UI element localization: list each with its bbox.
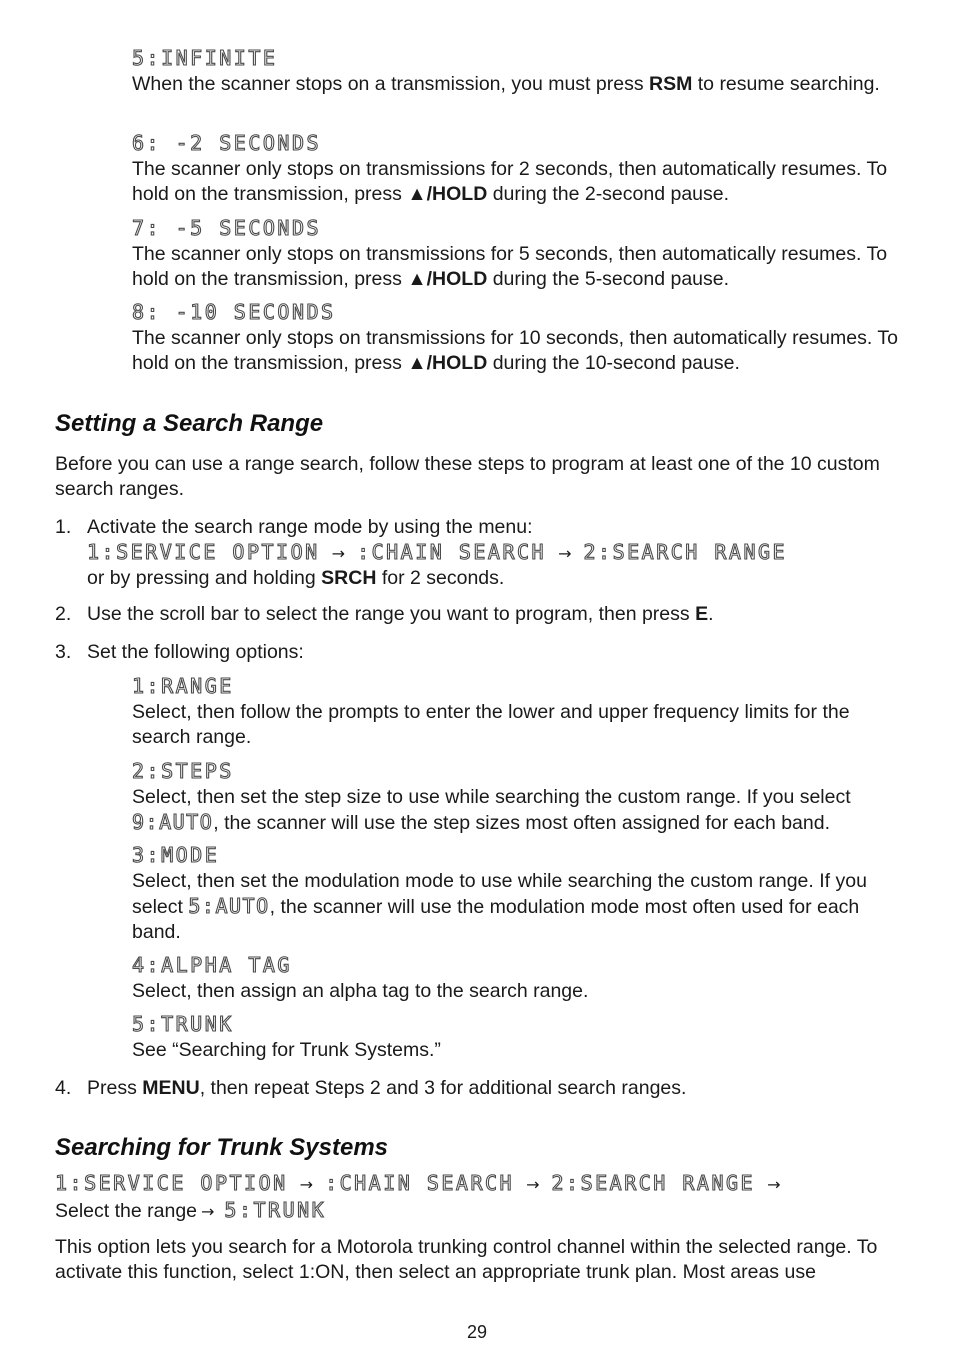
step-text: Activate the search range mode by using the menu: xyxy=(87,516,533,538)
step-2 xyxy=(55,602,915,627)
select-range-text: Select the range xyxy=(55,1200,198,1222)
lcd-option-code: 2:STEPS xyxy=(132,759,234,783)
lcd-menu-search-range: 2:SEARCH RANGE xyxy=(551,1171,756,1195)
step-number: 1. xyxy=(55,516,72,538)
menu-path-trunk xyxy=(55,1170,905,1197)
arrow-icon: → xyxy=(201,1202,215,1221)
lcd-menu-service-option: 1:SERVICE OPTION xyxy=(55,1171,288,1195)
step-number: 2. xyxy=(55,603,72,625)
lcd-inline-code: 9:AUTO xyxy=(132,810,214,834)
lcd-menu-trunk: 5:TRUNK xyxy=(224,1198,327,1222)
step-4 xyxy=(55,1076,915,1101)
lcd-option-code: 5:INFINITE xyxy=(132,46,278,70)
option-description: The scanner only stops on transmissions for 10 seconds, then automatically resumes. To hold on the transmission, press ▲/HOLD during the 10-second pause. xyxy=(132,327,898,374)
option-description: The scanner only stops on transmissions for 2 seconds, then automatically resumes. To hold on the transmission, press ▲/HOLD during the 2-second pause. xyxy=(132,158,888,205)
option-2-seconds xyxy=(132,130,902,207)
select-range-line xyxy=(55,1197,905,1224)
lcd-menu-chain-search: :CHAIN SEARCH xyxy=(357,540,547,564)
option-description: See “Searching for Trunk Systems.” xyxy=(132,1039,441,1061)
option-trunk xyxy=(132,1011,902,1063)
lcd-option-code: 7: -5 SECONDS xyxy=(132,216,322,240)
lcd-menu-chain-search: :CHAIN SEARCH xyxy=(325,1171,515,1195)
option-description: Select, then follow the prompts to enter the lower and upper frequency limits for the search range. xyxy=(132,701,850,748)
option-steps xyxy=(132,758,902,836)
option-description: When the scanner stops on a transmission, you must press RSM to resume searching. xyxy=(132,73,880,95)
arrow-icon: → xyxy=(558,544,572,563)
step-alt-text: or by pressing and holding SRCH for 2 seconds. xyxy=(87,567,505,589)
option-5-seconds xyxy=(132,215,902,292)
step-1 xyxy=(55,515,915,591)
lcd-option-code: 5:TRUNK xyxy=(132,1012,234,1036)
page-number: 29 xyxy=(466,1322,488,1342)
section-heading-trunk-systems: Searching for Trunk Systems xyxy=(55,1134,388,1161)
step-text: Use the scroll bar to select the range you want to program, then press E. xyxy=(87,603,714,625)
step-number: 3. xyxy=(55,641,72,663)
lcd-option-code: 6: -2 SECONDS xyxy=(132,131,322,155)
lcd-inline-code: 5:AUTO xyxy=(188,894,270,918)
menu-path xyxy=(87,539,915,566)
lcd-menu-service-option: 1:SERVICE OPTION xyxy=(87,540,320,564)
lcd-option-code: 4:ALPHA TAG xyxy=(132,953,292,977)
arrow-icon: → xyxy=(331,544,346,563)
intro-paragraph: Before you can use a range search, follow these steps to program at least one of the 10 custom search ranges. xyxy=(55,453,880,500)
option-description: Select, then assign an alpha tag to the search range. xyxy=(132,980,589,1002)
lcd-option-code: 1:RANGE xyxy=(132,674,234,698)
option-description: Select, then set the step size to use while searching the custom range. If you select 9:AUTO, the scanner will use the step sizes most often assigned for each band. xyxy=(132,786,851,834)
step-number: 4. xyxy=(55,1077,72,1099)
lcd-option-code: 8: -10 SECONDS xyxy=(132,300,336,324)
trunk-body-paragraph: This option lets you search for a Motorola trunking control channel within the selected range. To activate this function, select 1:ON, then select an appropriate trunk plan. Most areas use xyxy=(55,1236,878,1283)
option-description: The scanner only stops on transmissions for 5 seconds, then automatically resumes. To hold on the transmission, press ▲/HOLD during the 5-second pause. xyxy=(132,243,888,290)
lcd-menu-search-range: 2:SEARCH RANGE xyxy=(583,540,788,564)
arrow-icon: → xyxy=(767,1175,781,1194)
option-infinite xyxy=(132,45,902,97)
option-10-seconds xyxy=(132,299,902,376)
section-heading-search-range: Setting a Search Range xyxy=(55,410,324,437)
lcd-option-code: 3:MODE xyxy=(132,843,220,867)
arrow-icon: → xyxy=(299,1175,314,1194)
step-text: Press MENU, then repeat Steps 2 and 3 for additional search ranges. xyxy=(87,1077,687,1099)
step-3 xyxy=(55,640,915,665)
step-text: Set the following options: xyxy=(87,641,304,663)
option-range xyxy=(132,673,902,750)
option-alpha-tag xyxy=(132,952,902,1004)
arrow-icon: → xyxy=(526,1175,540,1194)
option-mode xyxy=(132,842,902,945)
option-description: Select, then set the modulation mode to use while searching the custom range. If you select 5:AUTO, the scanner will use the modulation mode most often used for each band. xyxy=(132,870,867,943)
